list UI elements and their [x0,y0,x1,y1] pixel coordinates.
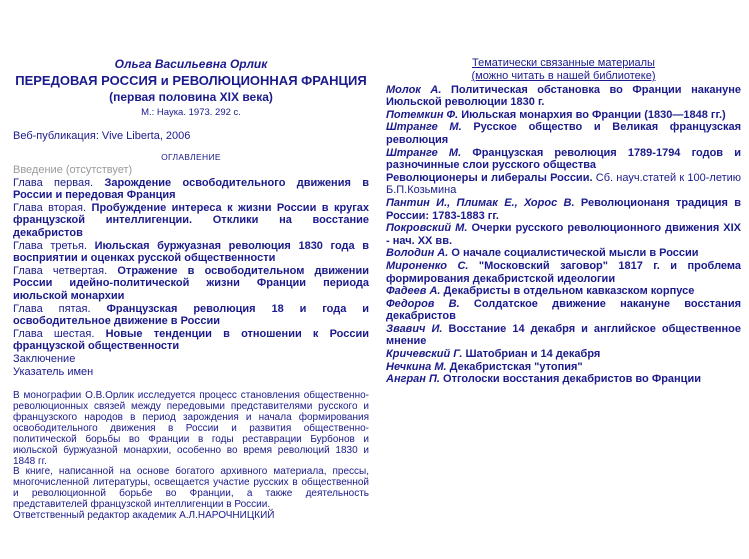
related-material-item[interactable] [386,298,741,323]
related-material-title: Французская революция 1789-1794 годов и разночинные слои русского общества [386,146,741,172]
toc-entry-title: Новые тенденции в отношении к России французской общественности [13,327,370,353]
related-material-item[interactable] [386,147,741,172]
toc-entry-label: Глава первая. [13,176,94,189]
related-material-title: Русское общество и Великая французская революция [386,121,741,146]
related-material-item[interactable] [386,285,741,298]
related-material-item[interactable] [386,84,741,109]
related-material-authors: Потемкин Ф. [386,108,459,121]
related-material-authors: Кричевский Г. [386,348,463,361]
related-material-title: О начале социалистической мысли в России [451,247,699,260]
toc-entry[interactable] [13,303,369,328]
related-material-item[interactable] [386,348,741,361]
right-column [386,57,741,386]
toc-entry[interactable] [13,353,369,366]
related-material-item[interactable] [386,172,741,197]
toc-heading: ОГЛАВЛЕНИЕ [161,152,221,162]
related-material-title: Революционаня традиция в России: 1783-1883 гг. [386,196,741,222]
toc-entry[interactable] [13,265,369,303]
related-material-item[interactable] [386,373,741,386]
related-material-authors: Володин А. [386,247,449,260]
related-material-item[interactable] [386,121,741,146]
related-material-title: Шатобриан и 14 декабря [465,348,601,361]
related-material-authors: Звавич И. [386,322,443,335]
related-material-title: Июльская монархия во Франции (1830—1848 гг.) [461,108,726,121]
related-material-item[interactable] [386,361,741,374]
related-material-title: Восстание 14 декабря и английское общественное мнение [386,322,741,348]
annotation-block [13,391,369,522]
related-material-title: Революционеры и либералы России. [386,171,593,184]
toc-entry-label: Указатель имен [13,365,94,378]
related-material-item[interactable] [386,197,741,222]
related-materials-heading[interactable] [386,57,741,70]
toc-list [13,164,369,378]
book-title-block [13,57,369,118]
related-material-authors: Пантин И., Плимак Е., Хорос В. [386,196,575,209]
toc-entry-label: Глава третья. [13,239,88,252]
toc-entry[interactable] [13,177,369,202]
toc-entry-title: Отражение в освободительном движении России идейно-политической жизни Франции периода июльской монархии [13,264,369,302]
related-material-authors: Фадеев А. [386,285,441,298]
related-material-item[interactable] [386,260,741,285]
related-material-authors: Мироненко С. [386,259,469,272]
toc-entry-title: Пробуждение интереса к жизни России в кругах французской интеллигенции. Отклики на восстание декабристов [13,201,370,239]
related-material-note: Сб. науч.статей к 100-летию Б.П.Козьмина [386,171,741,197]
toc-entry[interactable] [13,202,369,240]
related-material-authors: Молок А. [386,83,442,96]
related-materials-subheading-text[interactable]: (можно читать в нашей библиотеке) [471,69,656,82]
related-material-title: Политическая обстановка во Франции накануне Июльской революции 1830 г. [386,83,742,109]
book-title: ПЕРЕДОВАЯ РОССИЯ и РЕВОЛЮЦИОННАЯ ФРАНЦИЯ [15,73,367,88]
toc-entry-label: Глава вторая. [13,201,87,214]
related-material-item[interactable] [386,323,741,348]
related-material-title: "Московский заговор" 1817 г. и проблема формирования декабристской идеологии [386,259,741,285]
related-materials-list [386,84,741,386]
book-author: Ольга Васильевна Орлик [114,57,268,71]
web-publication-note: Веб-публикация: Vive Liberta, 2006 [13,130,191,142]
toc-entry-title: Зарождение освободительного движения в России и передовая Франция [13,176,369,202]
annotation-paragraph: В книге, написанной на основе богатого архивного материала, прессы, многочисленной литературы, освещается участие русских в общественной и революционной борьбе во Франции, а также деятельность представителей французской интеллигенции в России. [13,466,369,511]
related-materials-heading-text[interactable]: Тематически связанные материалы [472,57,655,69]
related-material-authors: Штранге М. [386,146,462,159]
related-material-authors: Нечкина М. [386,360,447,373]
related-material-authors: Покровский М. [386,222,468,235]
related-material-title: Очерки русского революционного движения XIX - нач. XX вв. [386,222,742,247]
related-material-title: Отголоски восстания декабристов во Франции [443,373,701,386]
annotation-paragraph: В монографии О.В.Орлик исследуется процесс становления общественно-революционных связей между передовыми представителями русского и французского народов в период зарождения и начала формирования освободительного движения в России и развития общественно-политической борьбы во Франции в годы реставрации Бурбонов и июльской буржуазной монархии, особенно во время революций 1830 и 1848 гг. [13,390,369,467]
related-material-item[interactable] [386,222,741,247]
left-column [13,57,369,522]
annotation-paragraph: Ответственный редактор академик А.Л.НАРОЧНИЦКИЙ [13,510,275,522]
book-subtitle: (первая половина XIX века) [109,90,273,104]
toc-entry [13,164,369,177]
related-material-authors: Ангран П. [386,373,440,386]
related-material-authors: Штранге М. [386,121,462,134]
toc-entry-label: Введение (отсутствует) [13,164,133,176]
related-material-item[interactable] [386,109,741,122]
toc-entry-label: Глава шестая. [13,327,95,340]
related-materials-subheading[interactable] [386,70,741,83]
toc-entry[interactable] [13,240,369,265]
toc-entry-title: Июльская буржуазная революция 1830 года в восприятии и оценках русской общественности [13,239,370,265]
toc-entry-label: Заключение [13,352,76,365]
related-material-item[interactable] [386,247,741,260]
related-material-title: Декабристская "утопия" [449,360,583,373]
toc-entry-title: Французская революция 18 и года и освободительное движение в России [13,302,370,328]
related-material-title: Декабристы в отдельном кавказском корпусе [443,285,695,298]
related-material-authors: Федоров В. [386,297,460,310]
toc-entry-label: Глава четвертая. [13,264,108,277]
book-imprint: М.: Наука. 1973. 292 с. [141,107,241,118]
related-material-title: Солдатское движение накануне восстания декабристов [386,297,742,323]
toc-entry[interactable] [13,366,369,379]
toc-entry-label: Глава пятая. [13,302,91,315]
toc-entry[interactable] [13,328,369,353]
